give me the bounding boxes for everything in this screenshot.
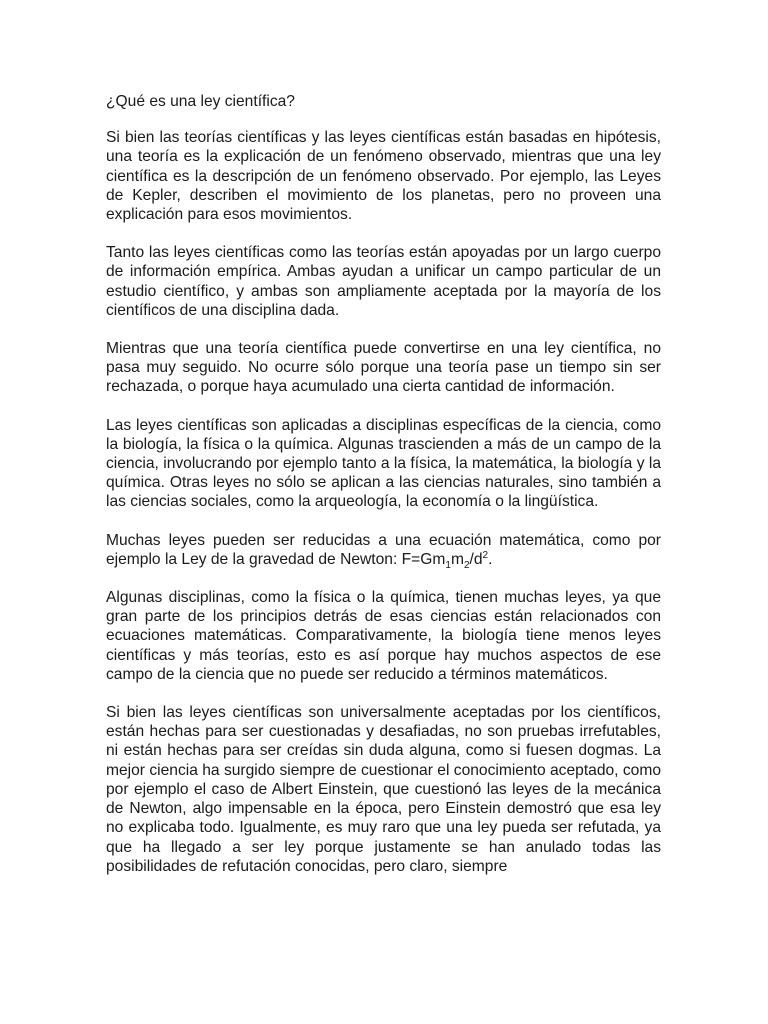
- formula-subscript-2: 2: [463, 559, 470, 571]
- paragraph-2: Tanto las leyes científicas como las teorías están apoyadas por un largo cuerpo de información empírica. Ambas ayudan a unificar un campo particular de un estudio científico, y ambas son ampliamente aceptada por la mayoría de los científicos de una disciplina dada.: [106, 244, 661, 319]
- paragraph-1: Si bien las teorías científicas y las leyes científicas están basadas en hipótesis, una teoría es la explicación de un fenómeno observado, mientras que una ley científica es la descripción de un fenómeno observado. Por ejemplo, las Leyes de Kepler, describen el movimiento de los planetas, pero no proveen una explicación para esos movimientos.: [106, 129, 661, 224]
- paragraph-6: Algunas disciplinas, como la física o la química, tienen muchas leyes, ya que gran parte de los principios detrás de esas ciencias están relacionados con ecuaciones matemáticas. Comparativamente, la biología tiene menos leyes científicas y más teorías, esto es así porque hay muchos aspectos de ese campo de la ciencia que no puede ser reducido a términos matemáticos.: [106, 589, 661, 683]
- document-title: ¿Qué es una ley científica?: [106, 93, 295, 110]
- paragraph-5-formula: [106, 531, 661, 569]
- formula-subscript-1: 1: [445, 559, 451, 571]
- formula-superscript: 2: [482, 549, 489, 561]
- paragraph-4: Las leyes científicas son aplicadas a disciplinas específicas de la ciencia, como la biología, la física o la química. Algunas trascienden a más de un campo de la ciencia, involucrando por ejemplo tanto a la física, la matemática, la biología y la química. Otras leyes no sólo se aplican a las ciencias naturales, sino también a las ciencias sociales, como la arqueología, la economía o la lingüística.: [106, 416, 661, 511]
- formula-part-2: m: [450, 550, 464, 568]
- document-page: [106, 92, 661, 876]
- formula-end-text: .: [488, 550, 493, 568]
- formula-part-3: /d: [469, 550, 483, 568]
- paragraph-7: Si bien las leyes científicas son universalmente aceptadas por los científicos, están hechas para ser cuestionadas y desafiadas, no son pruebas irrefutables, ni están hechas para ser creídas sin duda alguna, como si fuesen dogmas. La mejor ciencia ha surgido siempre de cuestionar el conocimiento aceptado, como por ejemplo el caso de Albert Einstein, que cuestionó las leyes de la mecánica de Newton, algo impensable en la época, pero Einstein demostró que esa ley no explicaba todo. Igualmente, es muy raro que una ley pueda ser refutada, ya que ha llegado a ser ley porque justamente se han anulado todas las posibilidades de refutación conocidas, pero claro, siempre: [106, 704, 661, 875]
- formula-intro-text: Muchas leyes pueden ser reducidas a una ecuación matemática, como por ejemplo la Ley de la gravedad de Newton:: [106, 531, 661, 568]
- formula-part-1: F=Gm: [401, 550, 446, 568]
- gravity-formula: [401, 549, 489, 571]
- paragraph-3: Mientras que una teoría científica puede convertirse en una ley científica, no pasa muy seguido. No ocurre sólo porque una teoría pase un tiempo sin ser rechazada, o porque haya acumulado una cierta cantidad de información.: [106, 340, 661, 396]
